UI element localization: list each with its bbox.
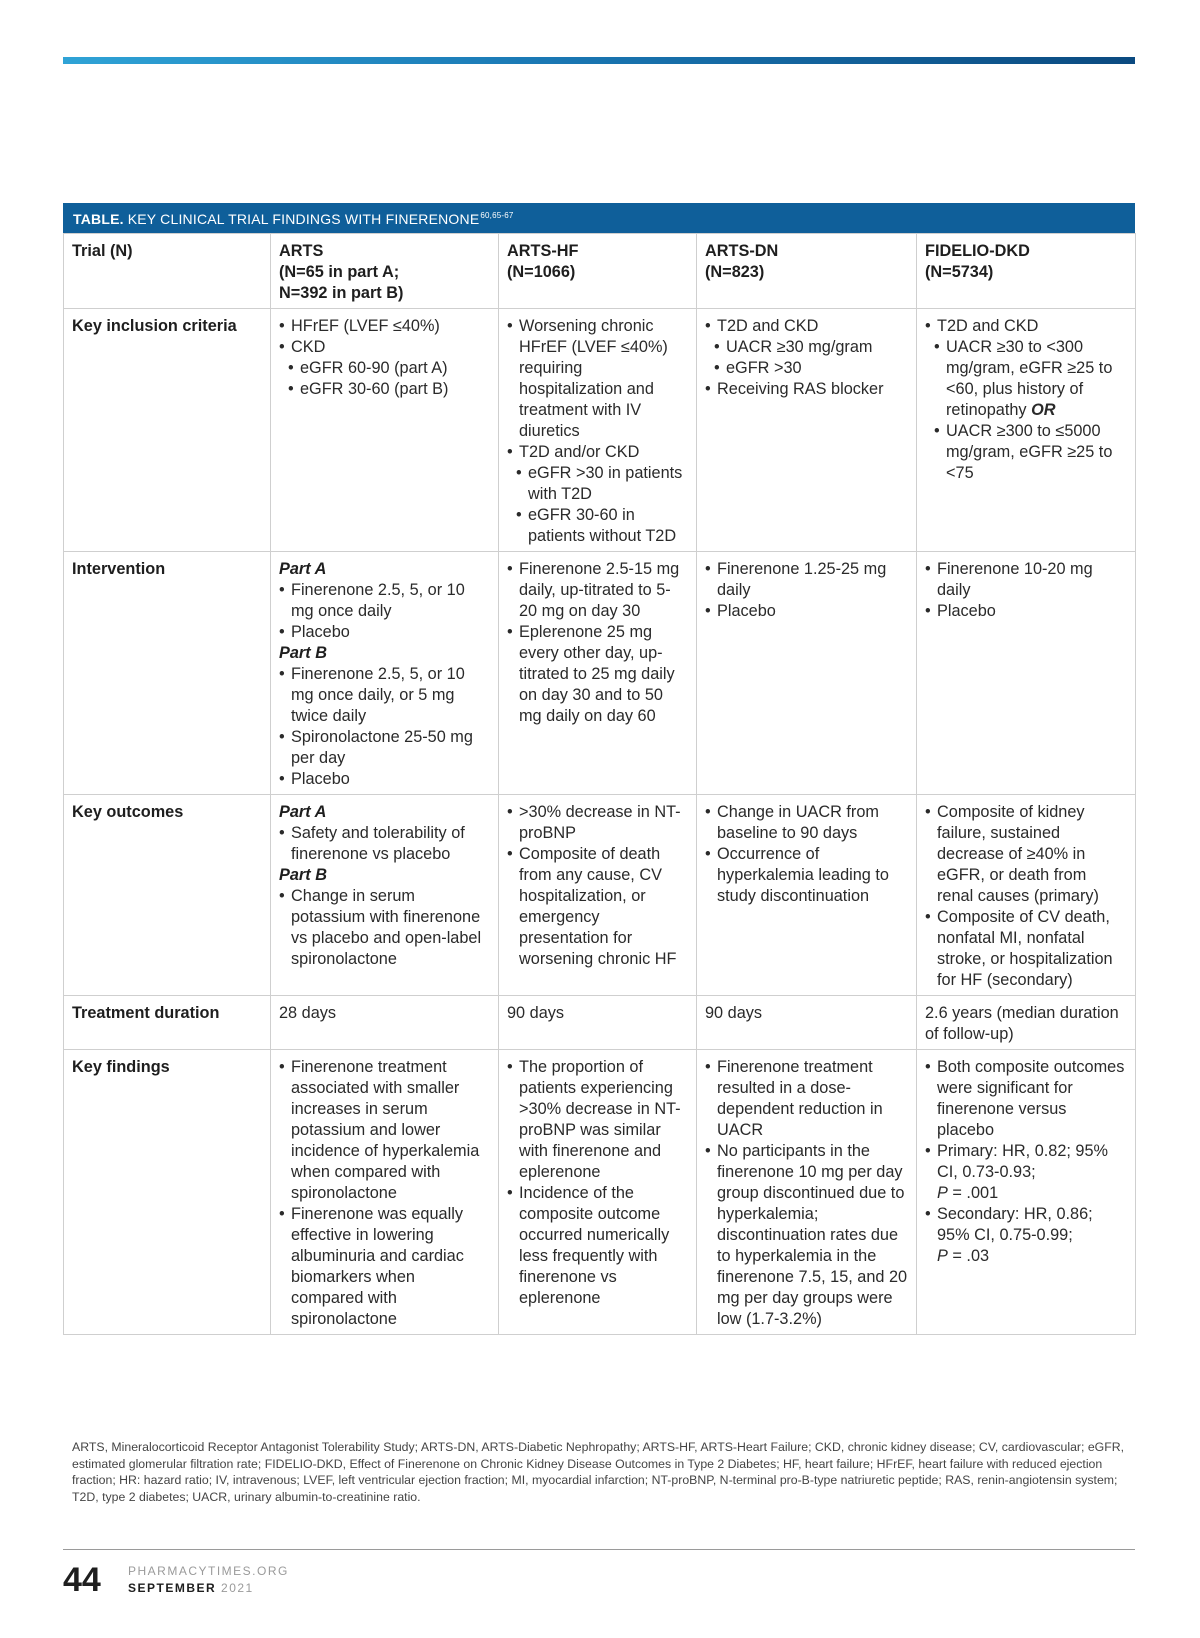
abbreviations-footnote: ARTS, Mineralocorticoid Receptor Antagonist Tolerability Study; ARTS-DN, ARTS-Diabetic Nephropathy; ARTS-HF, ARTS-Heart Failure; CKD, chronic kidney disease; CV, cardiovascular; eGFR, estimated glomerular filtration rate; FIDELIO-DKD, Effect of Finerenone on Chronic Kidney Disease Outcomes in Type 2 Diabetes; HF, heart failure; HFrEF, heart failure with reduced ejection fraction; HR: hazard ratio; IV, intravenous; LVEF, left ventricular ejection fraction; MI, myocardial infarction; NT-proBNP, N-terminal pro-B-type natriuretic peptide; RAS, renin-angiotensin system; T2D, type 2 diabetes; UACR, urinary albumin-to-creatinine ratio.	[72, 1440, 1125, 1504]
table-caption-title: KEY CLINICAL TRIAL FINDINGS WITH FINERENONE	[127, 211, 480, 227]
cell-findings-arts-dn: • Finerenone treatment resulted in a dose-dependent reduction in UACR • No participants in the finerenone 10 mg per day group discontinued due to hyperkalemia; discontinuation rates due to hyperkalemia in the finerenone 7.5, 15, and 20 mg per day groups were low (1.7-3.2%)	[697, 1050, 917, 1335]
publication-site: PHARMACYTIMES.ORG	[128, 1564, 289, 1578]
page-number: 44	[63, 1561, 101, 1599]
cell-inclusion-arts-hf: • Worsening chronic HFrEF (LVEF ≤40%) requiring hospitalization and treatment with IV diuretics • T2D and/or CKD • eGFR >30 in patients with T2D • eGFR 30-60 in patients without T2D	[499, 309, 697, 552]
footer-divider	[63, 1549, 1135, 1550]
row-label: Key inclusion criteria	[64, 309, 271, 552]
cell-duration-arts-hf: 90 days	[499, 996, 697, 1050]
cell-intervention-fidelio: • Finerenone 10-20 mg daily • Placebo	[917, 552, 1136, 795]
issue-date	[128, 1581, 254, 1596]
cell-duration-arts: 28 days	[271, 996, 499, 1050]
intervention-row	[64, 552, 1136, 795]
cell-findings-fidelio: • Both composite outcomes were significant for finerenone versus placebo • Primary: HR, 0.82; 95% CI, 0.73-0.93; P = .001 • Secondary: HR, 0.86; 95% CI, 0.75-0.99; P = .03	[917, 1050, 1136, 1335]
outcomes-row	[64, 795, 1136, 996]
cell-intervention-arts: Part A • Finerenone 2.5, 5, or 10 mg once daily • Placebo Part B • Finerenone 2.5, 5, or 10 mg once daily, or 5 mg twice daily • Spironolactone 25-50 mg per day • Placebo	[271, 552, 499, 795]
table-caption	[63, 203, 1135, 233]
or-emphasis: OR	[1031, 401, 1056, 419]
row-label: Key outcomes	[64, 795, 271, 996]
cell-duration-arts-dn: 90 days	[697, 996, 917, 1050]
table-caption-label: TABLE.	[73, 211, 124, 227]
cell-inclusion-arts-dn: • T2D and CKD • UACR ≥30 mg/gram • eGFR >30 • Receiving RAS blocker	[697, 309, 917, 552]
row-label: Treatment duration	[64, 996, 271, 1050]
cell-findings-arts: • Finerenone treatment associated with smaller increases in serum potassium and lower incidence of hyperkalemia when compared with spironolactone • Finerenone was equally effective in lowering albuminuria and cardiac biomarkers when compared with spironolactone	[271, 1050, 499, 1335]
header-arts-dn: ARTS-DN (N=823)	[697, 234, 917, 309]
cell-duration-fidelio: 2.6 years (median duration of follow-up)	[917, 996, 1136, 1050]
cell-outcomes-arts-hf: • >30% decrease in NT-proBNP • Composite of death from any cause, CV hospitalization, or emergency presentation for worsening chronic HF	[499, 795, 697, 996]
header-arts-hf: ARTS-HF (N=1066)	[499, 234, 697, 309]
cell-intervention-arts-dn: • Finerenone 1.25-25 mg daily • Placebo	[697, 552, 917, 795]
inclusion-row	[64, 309, 1136, 552]
row-label: Intervention	[64, 552, 271, 795]
issue-year: 2021	[221, 1581, 254, 1595]
cell-outcomes-arts: Part A • Safety and tolerability of finerenone vs placebo Part B • Change in serum potassium with finerenone vs placebo and open-label spironolactone	[271, 795, 499, 996]
cell-findings-arts-hf: • The proportion of patients experiencing >30% decrease in NT-proBNP was similar with finerenone and eplerenone • Incidence of the composite outcome occurred numerically less frequently with finerenone vs eplerenone	[499, 1050, 697, 1335]
top-accent-bar	[63, 57, 1135, 64]
duration-row	[64, 996, 1136, 1050]
header-trial: Trial (N)	[64, 234, 271, 309]
cell-inclusion-fidelio: • T2D and CKD • UACR ≥30 to <300 mg/gram, eGFR ≥25 to <60, plus history of retinopathy OR • UACR ≥300 to ≤5000 mg/gram, eGFR ≥25 to <75	[917, 309, 1136, 552]
cell-outcomes-arts-dn: • Change in UACR from baseline to 90 days • Occurrence of hyperkalemia leading to study discontinuation	[697, 795, 917, 996]
cell-intervention-arts-hf: • Finerenone 2.5-15 mg daily, up-titrated to 5-20 mg on day 30 • Eplerenone 25 mg every other day, up-titrated to 25 mg daily on day 30 and to 50 mg daily on day 60	[499, 552, 697, 795]
table-caption-refs: 60,65-67	[480, 211, 514, 220]
row-label: Key findings	[64, 1050, 271, 1335]
header-arts: ARTS (N=65 in part A; N=392 in part B)	[271, 234, 499, 309]
header-row	[64, 234, 1136, 309]
cell-inclusion-arts: • HFrEF (LVEF ≤40%) • CKD • eGFR 60-90 (part A) • eGFR 30-60 (part B)	[271, 309, 499, 552]
header-fidelio-dkd: FIDELIO-DKD (N=5734)	[917, 234, 1136, 309]
clinical-trial-table	[63, 203, 1135, 1335]
trials-table	[63, 233, 1136, 1335]
issue-month: SEPTEMBER	[128, 1581, 217, 1595]
findings-row	[64, 1050, 1136, 1335]
cell-outcomes-fidelio: • Composite of kidney failure, sustained decrease of ≥40% in eGFR, or death from renal causes (primary) • Composite of CV death, nonfatal MI, nonfatal stroke, or hospitalization for HF (secondary)	[917, 795, 1136, 996]
